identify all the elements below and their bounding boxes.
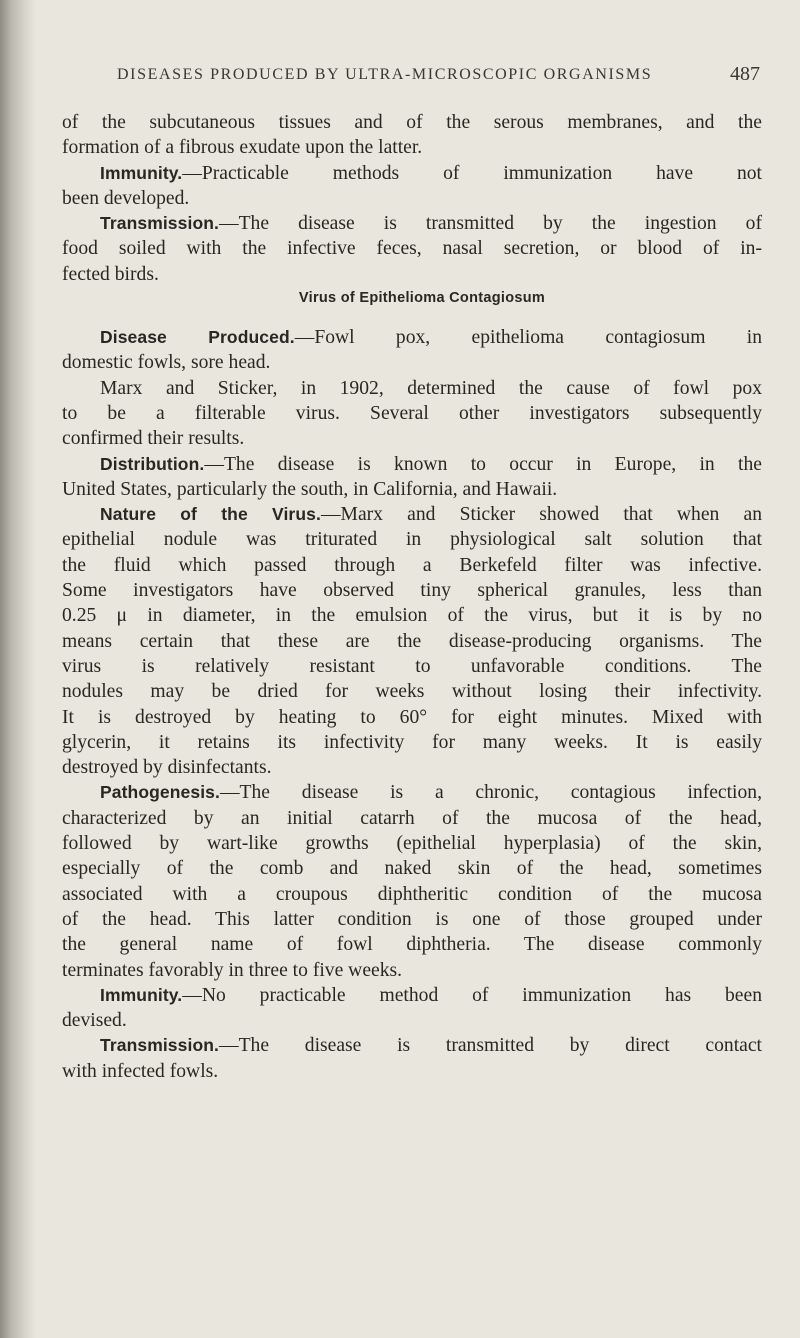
text-line: destroyed by disinfectants. (62, 757, 272, 779)
text-line: Some investigators have observed tiny spherical granules, less than (62, 580, 762, 602)
paragraph-immunity-1 (62, 161, 762, 212)
text-line: especially of the comb and naked skin of the head, sometimes (62, 858, 762, 880)
text-line: Pathogenesis.—The disease is a chronic, contagious infection, (100, 782, 762, 804)
text-line: associated with a croupous diphtheritic condition of the mucosa (62, 883, 762, 905)
text-line: Immunity.—No practicable method of immunization has been (100, 984, 762, 1006)
text-line: nodules may be dried for weeks without losing their infectivity. (62, 681, 762, 703)
text-line: Nature of the Virus.—Marx and Sticker showed that when an (100, 504, 762, 526)
text-line: Transmission.—The disease is transmitted by the ingestion of (100, 213, 762, 235)
paragraph-marx-sticker (62, 376, 762, 452)
paragraph-pathogenesis (62, 780, 762, 982)
text-line: domestic fowls, sore head. (62, 352, 271, 374)
section-heading: Virus of Epithelioma Contagiosum (298, 290, 546, 307)
paragraph-disease-produced (62, 325, 762, 376)
text-line: Marx and Sticker, in 1902, determined the cause of fowl pox (100, 377, 762, 399)
text-line: of the head. This latter condition is one of those grouped under (62, 908, 762, 930)
text-line: the general name of fowl diphtheria. The disease commonly (62, 934, 762, 956)
paragraph-nature-of-virus (62, 502, 762, 780)
text-line: to be a filterable virus. Several other investigators subsequently (62, 402, 762, 424)
running-head-title: DISEASES PRODUCED BY ULTRA-MICROSCOPIC ORGANISMS (117, 66, 653, 83)
text-line: 0.25 μ in diameter, in the emulsion of the virus, but it is by no (62, 605, 762, 627)
text-line: of the subcutaneous tissues and of the serous membranes, and the (62, 112, 762, 133)
text-line: virus is relatively resistant to unfavorable conditions. The (62, 655, 762, 677)
text-line: epithelial nodule was triturated in physiological salt solution that (62, 529, 762, 551)
text-line: Distribution.—The disease is known to occur in Europe, in the (100, 453, 762, 475)
runin-heading: Pathogenesis. (100, 782, 220, 803)
paragraph-transmission-1 (62, 211, 762, 287)
text-line: Disease Produced.—Fowl pox, epithelioma contagiosum in (100, 327, 762, 349)
text-line: characterized by an initial catarrh of the mucosa of the head, (62, 807, 762, 829)
text-line: terminates favorably in three to five weeks. (62, 959, 403, 981)
text-line: United States, particularly the south, in California, and Hawaii. (62, 478, 558, 500)
text-line: devised. (62, 1010, 127, 1032)
paragraph-continuation (62, 110, 762, 161)
text-line: with infected fowls. (62, 1060, 219, 1082)
text-line: Transmission.—The disease is transmitted by direct contact (100, 1035, 762, 1057)
runin-heading: Immunity. (100, 984, 183, 1005)
text-line: followed by wart-like growths (epithelial hyperplasia) of the skin, (62, 833, 762, 855)
text-line: food soiled with the infective feces, nasal secretion, or blood of in- (62, 238, 762, 260)
text-line: Immunity.—Practicable methods of immunization have not (100, 162, 762, 184)
text-line: formation of a fibrous exudate upon the latter. (62, 137, 423, 159)
paragraph-transmission-2 (62, 1033, 762, 1084)
runin-heading: Transmission. (100, 1035, 219, 1056)
paragraph-distribution (62, 452, 762, 503)
text-line: It is destroyed by heating to 60° for eight minutes. Mixed with (62, 706, 762, 728)
body-text (62, 110, 762, 1084)
text-line: confirmed their results. (62, 428, 245, 450)
text-line: the fluid which passed through a Berkefeld filter was infective. (62, 554, 762, 576)
runin-heading: Transmission. (100, 213, 219, 234)
text-line: fected birds. (62, 263, 159, 285)
paragraph-immunity-2 (62, 983, 762, 1034)
runin-heading: Immunity. (100, 162, 183, 183)
text-line: been developed. (62, 187, 190, 209)
running-head (0, 63, 800, 93)
runin-heading: Distribution. (100, 453, 205, 474)
page-binding-edge (0, 0, 36, 1338)
text-line: means certain that these are the disease-producing organisms. The (62, 630, 762, 652)
runin-heading: Nature of the Virus. (100, 504, 321, 525)
text-line: glycerin, it retains its infectivity for many weeks. It is easily (62, 731, 762, 753)
runin-heading: Disease Produced. (100, 327, 295, 348)
page-number: 487 (730, 63, 760, 85)
